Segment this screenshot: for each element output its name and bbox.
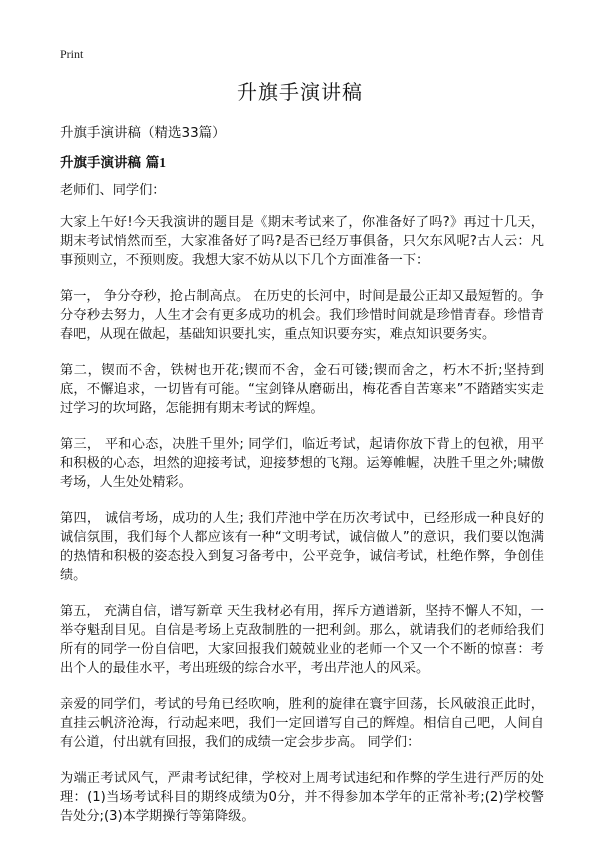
speech-body [60, 181, 544, 843]
point-1-paragraph: 第一， 争分夺秒，抢占制高点。 在历史的长河中，时间是最公正却又最短暂的。争分夺秒去努力，人生才会有更多成功的机会。我们珍惜时间就是珍惜青春。珍惜青春吧，从现在做起，基础知识要扎实，重点知识要夯实，难点知识要务实。 [60, 289, 544, 342]
closing-paragraph: 亲爱的同学们，考试的号角已经吹响，胜利的旋律在寰宇回荡，长风破浪正此时，直挂云帆济沧海，行动起来吧，我们一定回谱写自己的辉煌。相信自己吧，人间自有公道，付出就有回报，我们的成绩一定会步步高。 同学们： [60, 697, 544, 750]
greeting-paragraph: 老师们、同学们： [60, 183, 166, 198]
discipline-paragraph: 为端正考试风气，严肃考试纪律，学校对上周考试违纪和作弊的学生进行严厉的处理：(1)当场考试科目的期终成绩为0分，并不得参加本学年的正常补考;(2)学校警告处分;(3)本学期操行等第降级。 [60, 771, 544, 824]
print-link[interactable]: Print [60, 47, 84, 61]
page-title: 升旗手演讲稿 [237, 80, 363, 104]
section-heading-number: 篇1 [145, 155, 166, 170]
intro-paragraph: 大家上午好!今天我演讲的题目是《期末考试来了，你准备好了吗?》再过十几天，期末考试悄然而至，大家准备好了吗?是否已经万事俱备，只欠东风呢?古人云：凡事预则立，不预则废。我想大家不妨从以下几个方面准备一下： [60, 215, 544, 268]
point-4-paragraph: 第四， 诚信考场，成功的人生; 我们芹池中学在历次考试中，已经形成一种良好的诚信氛围，我们每个人都应该有一种“文明考试，诚信做人”的意识，我们要以饱满的热情和积极的姿态投入到复习备考中，公平竞争，诚信考试，杜绝作弊，争创佳绩。 [60, 511, 544, 583]
section-heading [60, 151, 166, 171]
document-subtitle: 升旗手演讲稿（精选33篇） [60, 125, 226, 141]
section-heading-text: 升旗手演讲稿 [60, 155, 146, 171]
point-2-paragraph: 第二，锲而不舍，铁树也开花;锲而不舍，金石可镂;锲而舍之，朽木不折;坚持到底，不懈追求，一切皆有可能。“宝剑锋从磨砺出，梅花香自苦寒来”不踏踏实实走过学习的坎坷路，怎能拥有期末考试的辉煌。 [60, 363, 544, 416]
point-5-paragraph: 第五， 充满自信，谱写新章 天生我材必有用，挥斥方遒谱新，坚持不懈人不知，一举夺魁刮目见。自信是考场上克敌制胜的一把利剑。那么，就请我们的老师给我们所有的同学一份自信吧，大家回报我们兢兢业业的老师一个又一个不断的惊喜：考出个人的最佳水平，考出班级的综合水平，考出芹池人的风采。 [60, 604, 544, 676]
point-3-paragraph: 第三， 平和心态，决胜千里外; 同学们，临近考试，起请你放下背上的包袱，用平和积极的心态，坦然的迎接考试，迎接梦想的飞翔。运筹帷幄，决胜千里之外;啸傲考场，人生处处精彩。 [60, 437, 544, 490]
